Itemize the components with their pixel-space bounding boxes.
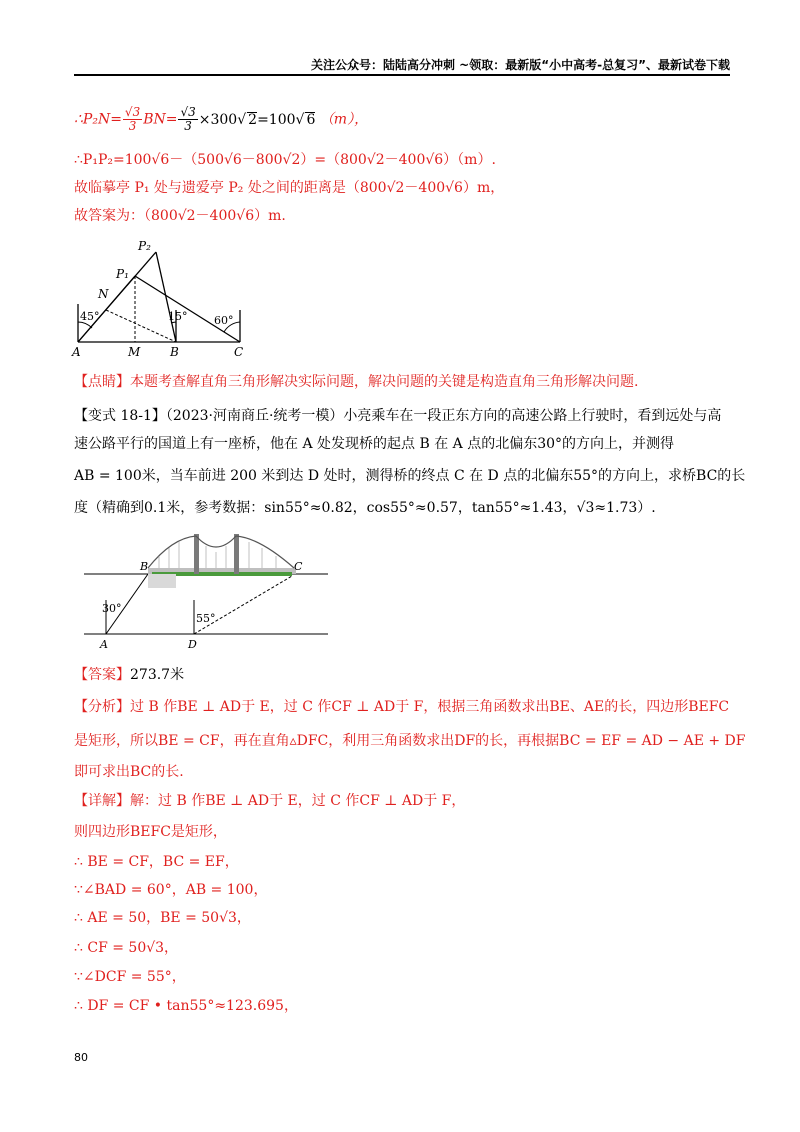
bridge-illustration <box>148 534 296 588</box>
fig2-label-b: B <box>140 560 149 573</box>
figure-bridge-diagram <box>84 528 334 652</box>
point-comment: 【点睛】本题考查解直角三角形解决实际问题，解决问题的关键是构造直角三角形解决问题. <box>74 374 639 390</box>
solution-line-2: ∴P₁P₂=100√6－（500√6－800√2）=（800√2－400√6）（m）. <box>74 152 496 168</box>
fig2-label-a: A <box>100 638 108 651</box>
fig2-angle-55: 55° <box>196 612 216 625</box>
fig1-angle-60: 60° <box>214 314 234 327</box>
analysis-line-2: 是矩形，所以BE = CF，再在直角▵DFC，利用三角函数求出DF的长，再根据BC = EF = AD − AE + DF <box>74 733 746 749</box>
detail-line-8: ∴ DF = CF • tan55°≈123.695， <box>74 998 298 1014</box>
detail-line-4: ∵∠BAD = 60°，AB = 100， <box>74 882 268 898</box>
detail-line-6: ∴ CF = 50√3， <box>74 940 179 956</box>
header-rule <box>74 74 730 76</box>
fig2-angle-30: 30° <box>102 602 122 615</box>
fig1-angle-45: 45° <box>80 310 100 323</box>
fig2-label-c: C <box>294 560 303 573</box>
detail-line-7: ∵∠DCF = 55°， <box>74 969 186 985</box>
solution-line-1: ∴P₂N= $\frac{√3}{3}$ BN= $\frac{√3}{3}$ ×300√ 2=100√ 6 （m）， <box>74 105 369 133</box>
variant-line-1: 【变式 18-1】（2023·河南商丘·统考一模）小亮乘车在一段正东方向的高速公路上行驶时，看到远处与高 <box>74 408 722 424</box>
variant-line-3: AB = 100米，当车前进 200 米到达 D 处时，测得桥的终点 C 在 D 点的北偏东55°的方向上，求桥BC的长 <box>74 468 746 484</box>
fig1-label-m: M <box>128 345 141 359</box>
fig1-label-n: N <box>98 287 109 301</box>
detail-line-2: 则四边形BEFC是矩形， <box>74 824 227 840</box>
fig1-label-p2: P₂ <box>138 239 151 253</box>
variant-line-2: 速公路平行的国道上有一座桥，他在 A 处发现桥的起点 B 在 A 点的北偏东30°的方向上，并测得 <box>74 436 675 452</box>
fig1-angle-15: 15° <box>168 310 188 323</box>
detail-line-1: 【详解】解：过 B 作BE ⊥ AD于 E，过 C 作CF ⊥ AD于 F， <box>74 793 466 809</box>
variant-line-4: 度（精确到0.1米，参考数据：sin55°≈0.82，cos55°≈0.57，tan55°≈1.43，√3≈1.73）. <box>74 500 656 516</box>
detail-line-5: ∴ AE = 50，BE = 50√3， <box>74 910 251 926</box>
solution-line-4: 故答案为：（800√2－400√6）m. <box>74 208 286 224</box>
fig2-label-d: D <box>188 638 197 651</box>
figure-triangle-diagram <box>70 238 260 364</box>
solution-line-3: 故临摹亭 P₁ 处与遗爱亭 P₂ 处之间的距离是（800√2－400√6）m， <box>74 180 505 196</box>
page-header: 关注公众号：陆陆高分冲刺 ~领取：最新版“小中高考-总复习”、最新试卷下载 <box>311 58 730 72</box>
fig1-label-b: B <box>170 345 179 359</box>
fig1-label-c: C <box>234 345 244 359</box>
analysis-line-3: 即可求出BC的长. <box>74 764 184 780</box>
fig1-label-p1: P₁ <box>116 267 129 281</box>
detail-line-3: ∴ BE = CF，BC = EF， <box>74 854 239 870</box>
page-number: 80 <box>74 1051 88 1064</box>
fig1-label-a: A <box>72 345 81 359</box>
answer-line: 【答案】273.7米 <box>74 667 185 683</box>
analysis-line-1: 【分析】过 B 作BE ⊥ AD于 E，过 C 作CF ⊥ AD于 F，根据三角函数求出BE、AE的长，四边形BEFC <box>74 699 730 715</box>
